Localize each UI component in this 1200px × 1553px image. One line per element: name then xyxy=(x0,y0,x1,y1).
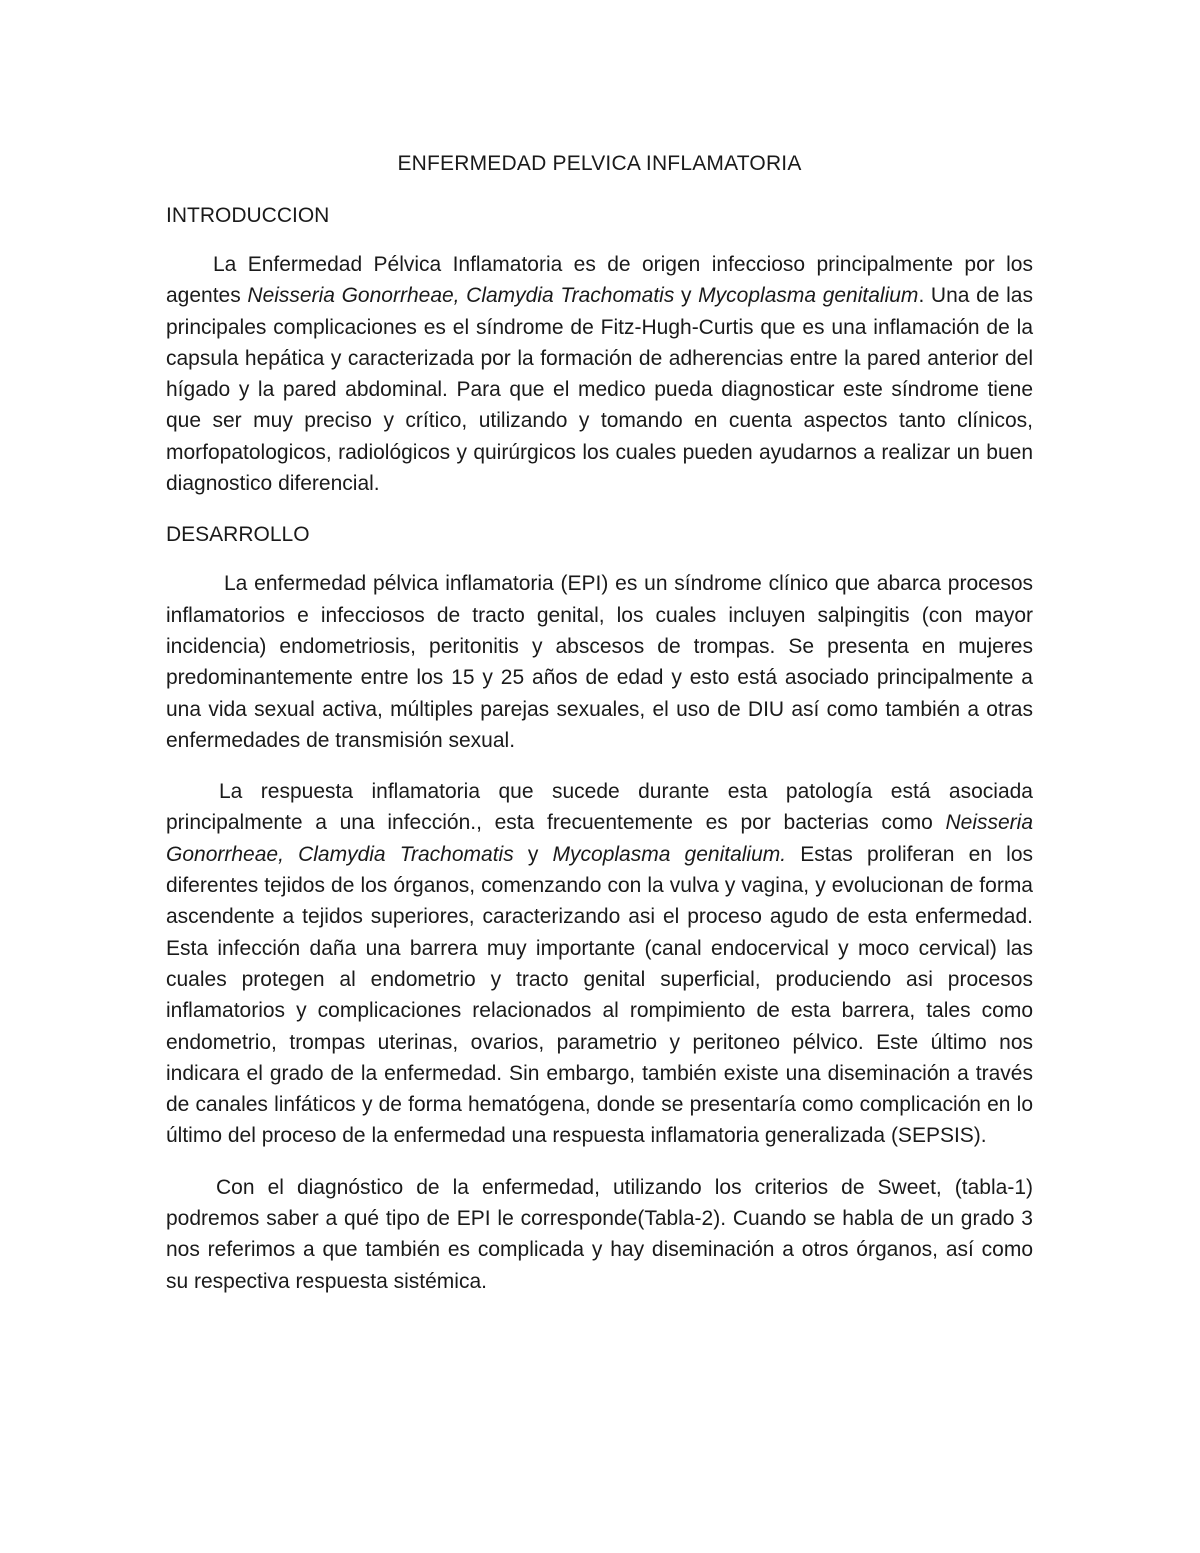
document-page xyxy=(166,148,1033,1317)
intro-species-1: Neisseria Gonorrheae, Clamydia Trachomatis xyxy=(247,284,675,308)
dev2-species-2: Mycoplasma genitalium. xyxy=(552,842,787,866)
intro-paragraph xyxy=(166,249,1033,499)
intro-species-2: Mycoplasma genitalium xyxy=(698,284,919,308)
dev2-text-3: Estas proliferan en los diferentes tejidos de los órganos, comenzando con la vulva y vagina, y evolucionan de forma ascendente a tejidos superiores, caracterizando asi el proceso agudo de esta enfermedad. Esta infección daña una barrera muy importante (canal endocervical y moco cervical) las cuales protegen al endometrio y tracto genital superficial, produciendo asi procesos inflamatorios y complicaciones relacionados al rompimiento de esta barrera, tales como endometrio, trompas uterinas, ovarios, parametrio y peritoneo pélvico. Este último nos indicara el grado de la enfermedad. Sin embargo, también existe una diseminación a través de canales linfáticos y de forma hematógena, donde se presentaría como complicación en lo último del proceso de la enfermedad una respuesta inflamatoria generalizada (SEPSIS). xyxy=(166,842,1033,1148)
dev2-species-1: Neisseria Gonorrheae, Clamydia Trachomatis xyxy=(166,811,1033,866)
intro-heading: INTRODUCCION xyxy=(166,204,330,227)
intro-text-1: La Enfermedad Pélvica Inflamatoria es de origen infeccioso principalmente por los agentes xyxy=(166,253,1033,308)
development-paragraph-3: Con el diagnóstico de la enfermedad, utilizando los criterios de Sweet, (tabla-1) podremos saber a qué tipo de EPI le corresponde(Tabla-2). Cuando se habla de un grado 3 nos referimos a que también es complicada y hay diseminación a otros órganos, así como su respectiva respuesta sistémica. xyxy=(166,1175,1033,1293)
development-paragraph-1: La enfermedad pélvica inflamatoria (EPI) es un síndrome clínico que abarca procesos inflamatorios e infecciosos de tracto genital, los cuales incluyen salpingitis (con mayor incidencia) endometriosis, peritonitis y abscesos de trompas. Se presenta en mujeres predominantemente entre los 15 y 25 años de edad y esto está asociado principalmente a una vida sexual activa, múltiples parejas sexuales, el uso de DIU así como también a otras enfermedades de transmisión sexual. xyxy=(166,572,1033,752)
dev2-text-2: y xyxy=(513,842,553,866)
intro-text-3: . Una de las principales complicaciones es el síndrome de Fitz-Hugh-Curtis que es una inflamación de la capsula hepática y caracterizada por la formación de adherencias entre la pared anterior del hígado y la pared abdominal. Para que el medico pueda diagnosticar este síndrome tiene que ser muy preciso y crítico, utilizando y tomando en cuenta aspectos tanto clínicos, morfopatologicos, radiológicos y quirúrgicos los cuales pueden ayudarnos a realizar un buen diagnostico diferencial. xyxy=(166,284,1033,496)
development-paragraph-2 xyxy=(166,776,1033,1152)
dev2-text-1: La respuesta inflamatoria que sucede durante esta patología está asociada principalmente a una infección., esta frecuentemente es por bacterias como xyxy=(166,780,1033,835)
document-title: ENFERMEDAD PELVICA INFLAMATORIA xyxy=(397,152,802,175)
development-heading: DESARROLLO xyxy=(166,523,310,547)
intro-text-2: y xyxy=(674,284,699,308)
